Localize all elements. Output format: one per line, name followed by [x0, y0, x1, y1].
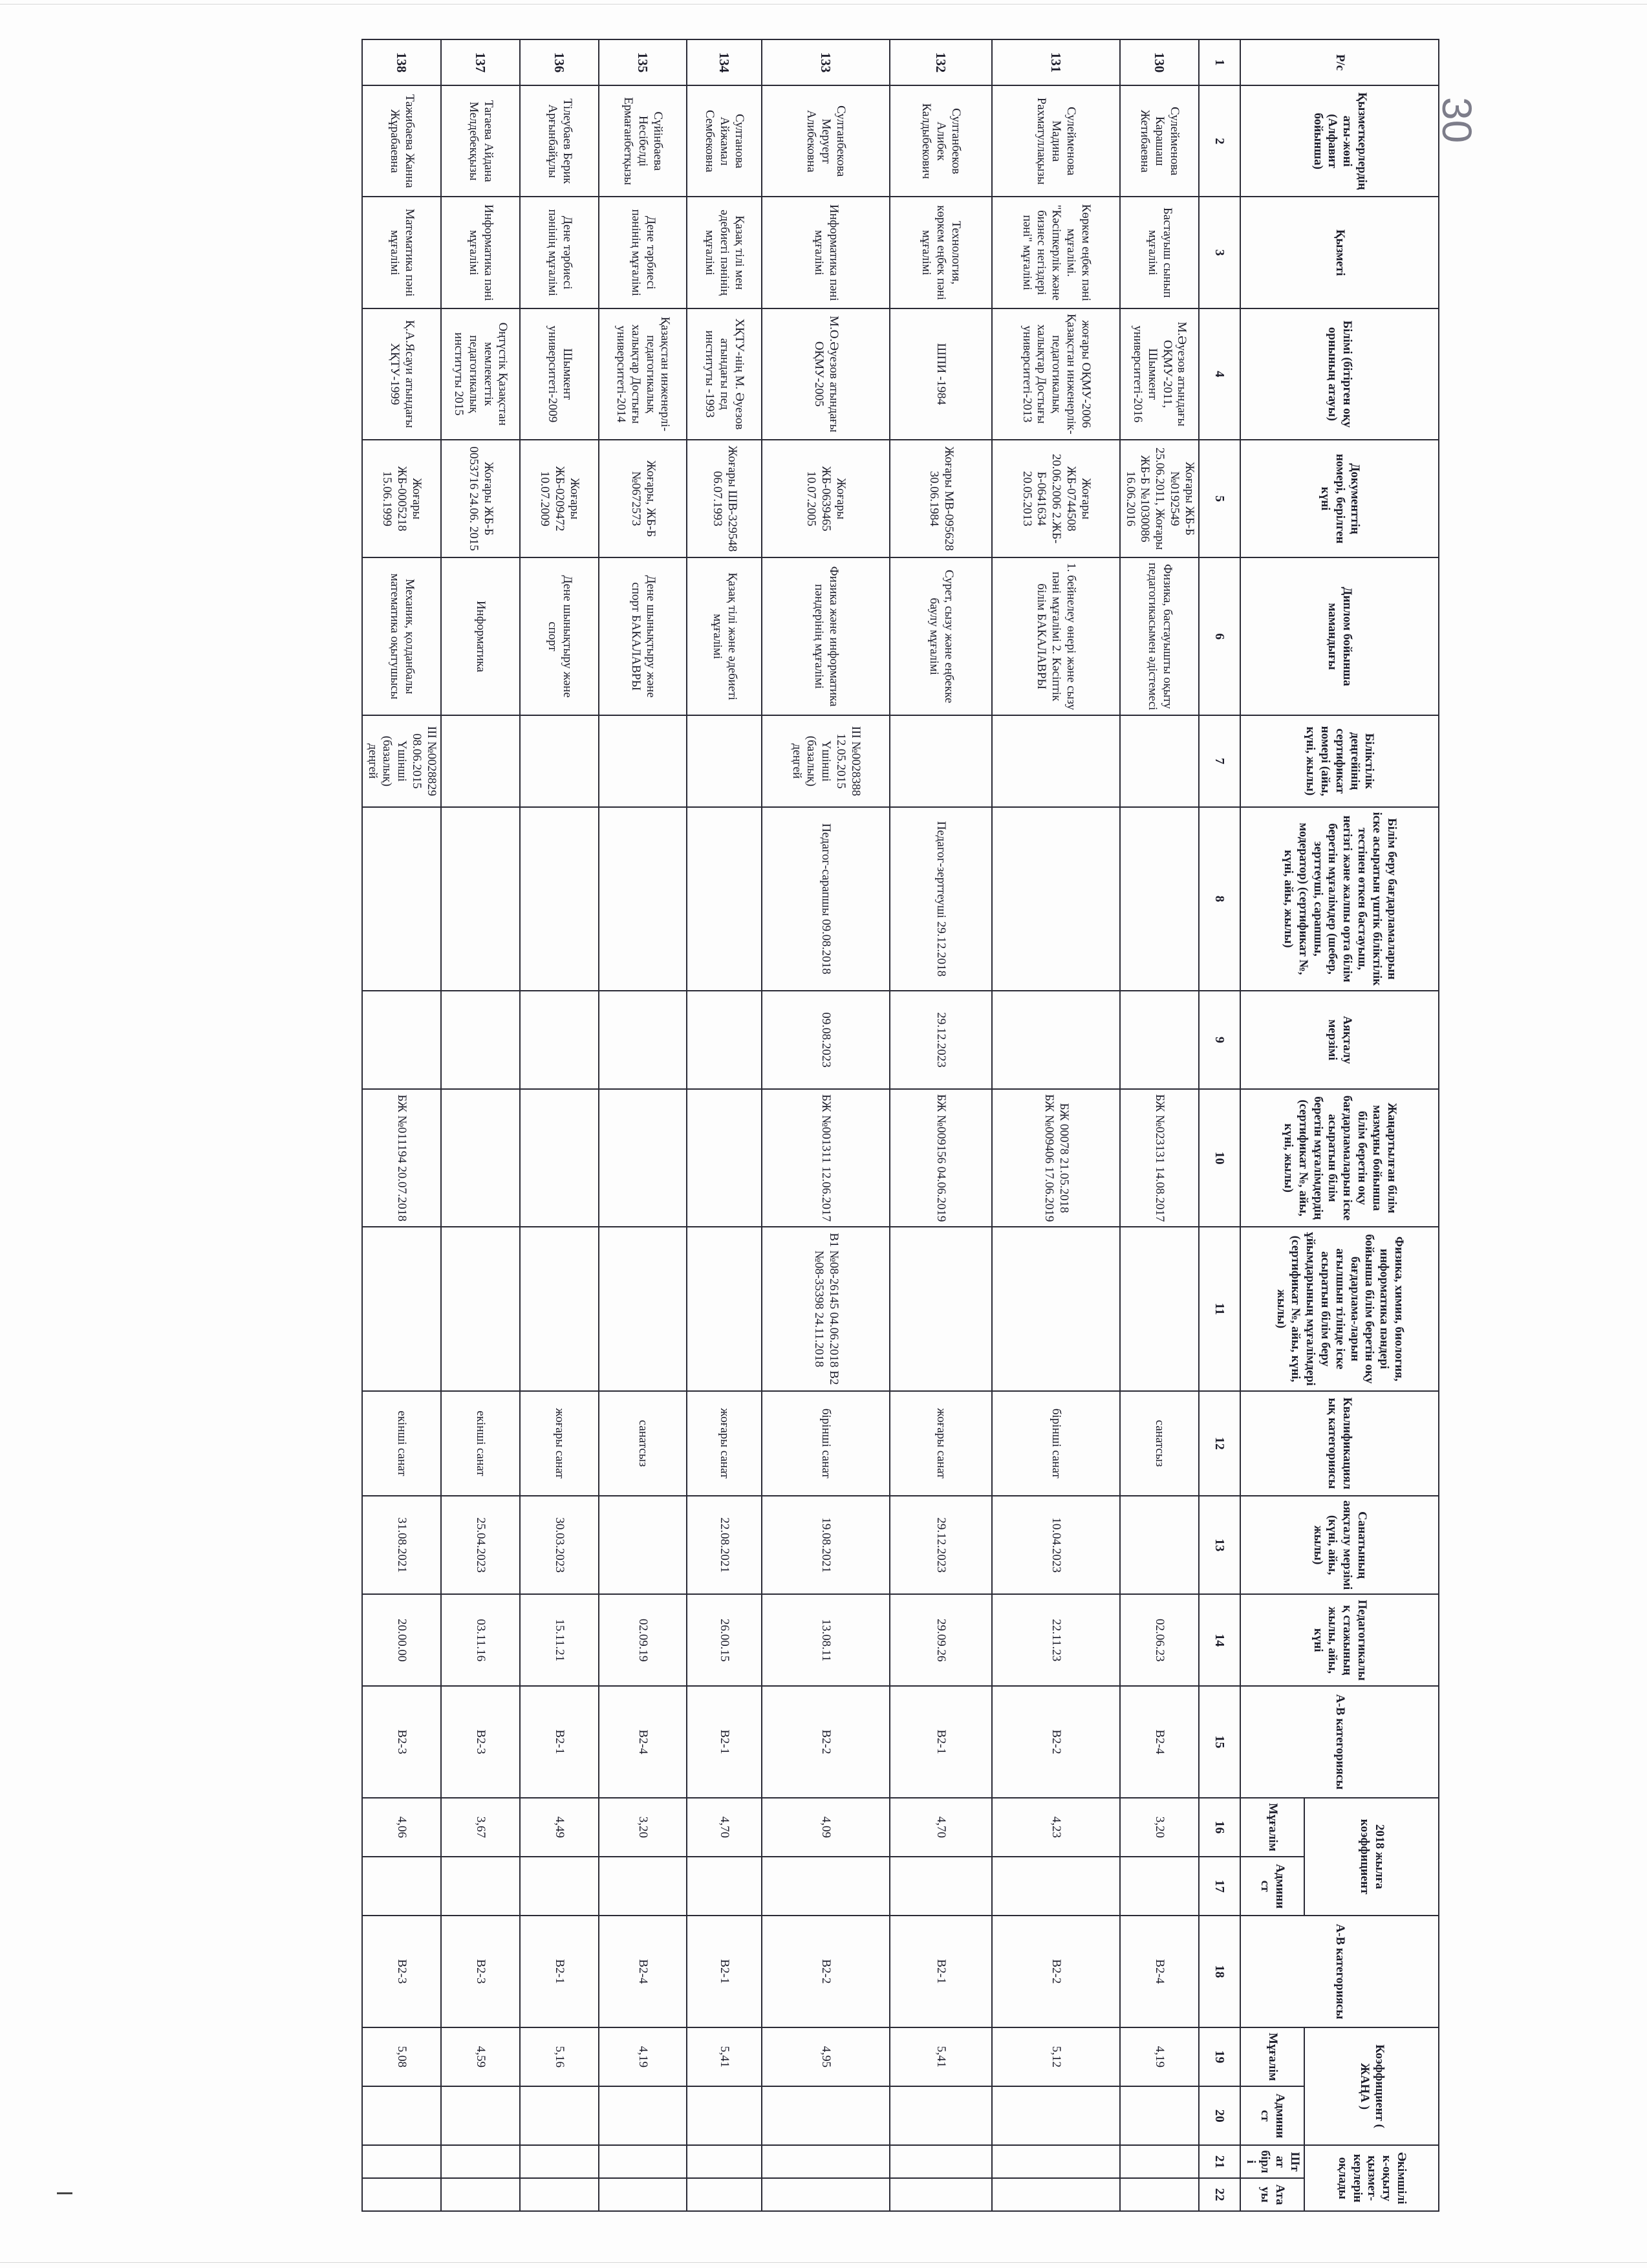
staff-unit	[1120, 2145, 1199, 2178]
position: Бастауыш сынып мұғалімі	[1120, 197, 1199, 308]
coef-new-teacher: 5,41	[890, 2027, 992, 2086]
header-updated-content: Жаңартылған білім мазмұны бойынша білім беретін оқу бағдарламаларын іске асыратын білім беретін мұғалімдердің (сертификат №, айы, күні, жылы)	[1240, 1089, 1439, 1227]
column-number: 15	[1199, 1686, 1240, 1797]
category-ab: В2-3	[441, 1686, 520, 1797]
coef-2018-teacher: 3,20	[1120, 1798, 1199, 1857]
qualification-end: 29.12.2023	[890, 1496, 992, 1594]
qualification-category: бірінші санат	[762, 1391, 890, 1496]
education: жоғары ОҚМУ-2006 Қазақстан инженерлік-педагогикалық халықтар Достығы университеті-2013	[992, 308, 1120, 440]
updated-content-cert: БЖ 00078 21.05.2018 БЖ №009406 17.06.2019	[992, 1089, 1120, 1227]
header-coef-2018-teacher: Мұғалім	[1240, 1798, 1304, 1857]
education: Шымкент университеті-2009	[520, 308, 599, 440]
position: Дене тәрбиесі пәнінің мұғалімі	[599, 197, 687, 308]
coef-2018-admin	[441, 1857, 520, 1916]
coef-2018-admin	[520, 1857, 599, 1916]
employee-name: Сулейменова Карашаш Жетибаевна	[1120, 85, 1199, 197]
position: Дене тәрбиесі пәнінің мұғалімі	[520, 197, 599, 308]
header-trilingual: Білім беру бағдарламаларын іске асыратын үштік біліктілік тестінен өткен бастауыш, негізгі және жалпы орта білім беретін мұғалімдер (шебер, зерттеуші, сарапшы, модератор) (сертификат №, күні, айы, жылы)	[1240, 807, 1439, 991]
qualification-category: жоғары санат	[520, 1391, 599, 1496]
staff-title	[362, 2178, 441, 2211]
row-number: 136	[520, 39, 599, 85]
column-number: 5	[1199, 440, 1240, 558]
coef-2018-teacher: 3,67	[441, 1798, 520, 1857]
updated-content-cert: БЖ №011194 20.07.2018	[362, 1089, 441, 1227]
english-cert	[362, 1227, 441, 1391]
table-row	[1120, 39, 1199, 2211]
cert-level	[599, 715, 687, 807]
cert-level	[992, 715, 1120, 807]
row-number: 130	[1120, 39, 1199, 85]
document-number: Жоғары ЖБ-0005218 15.06.1999	[362, 440, 441, 558]
column-number: 21	[1199, 2145, 1240, 2178]
page-number: 30	[1434, 97, 1480, 144]
updated-content-cert: БЖ №009156 04.06.2019	[890, 1089, 992, 1227]
education: М.Әуезов атындағы ОҚМУ-2011, Шымкент университеті-2016	[1120, 308, 1199, 440]
rotated-table-container	[30, 39, 1439, 2212]
category-ab-2: В2-4	[1120, 1916, 1199, 2027]
english-cert	[520, 1227, 599, 1391]
english-cert	[890, 1227, 992, 1391]
header-qualification: Квалификациялық категориясы	[1240, 1391, 1439, 1496]
coef-2018-teacher: 4,70	[687, 1798, 762, 1857]
staff-unit	[992, 2145, 1120, 2178]
coef-2018-admin	[992, 1857, 1120, 1916]
coef-new-teacher: 4,19	[599, 2027, 687, 2086]
qualification-end: 30.03.2023	[520, 1496, 599, 1594]
column-number: 2	[1199, 85, 1240, 197]
employee-name: Султанбекова Меруерт Алибековна	[762, 85, 890, 197]
row-number: 135	[599, 39, 687, 85]
education: ХҚТУ-нің М. Әуезов атындағы пед институты -1993	[687, 308, 762, 440]
staff-title	[992, 2178, 1120, 2211]
column-number: 22	[1199, 2178, 1240, 2211]
category-ab: В2-1	[890, 1686, 992, 1797]
education: М.О.Әуезов атындағы ОҚМУ-2005	[762, 308, 890, 440]
row-number: 137	[441, 39, 520, 85]
category-ab: В2-3	[362, 1686, 441, 1797]
end-date	[992, 991, 1120, 1089]
header-education: Білімі (бітірген оқу орнының атауы)	[1240, 308, 1439, 440]
document-number: Жоғары МВ-095628 30.06.1984	[890, 440, 992, 558]
scan-edge-top	[0, 4, 1647, 5]
qualification-end	[1120, 1496, 1199, 1594]
row-number: 133	[762, 39, 890, 85]
coef-new-teacher: 5,08	[362, 2027, 441, 2086]
staff-unit	[762, 2145, 890, 2178]
table-row	[441, 39, 520, 2211]
header-coef-new: Коэффициент ( ЖАҢА )	[1304, 2027, 1439, 2146]
qualification-category: санатсыз	[599, 1391, 687, 1496]
position: Қазақ тілі мен әдебиеті пәнінің мұғалімі	[687, 197, 762, 308]
document-number: Жоғары ЖБ-0639465 10.07.2005	[762, 440, 890, 558]
header-stage: Педагогикалық стажының жылы, айы, күні	[1240, 1594, 1439, 1686]
header-name: Қызметкерлердің аты-жөні (Алфавит бойынша)	[1240, 85, 1439, 197]
category-ab-2: В2-1	[687, 1916, 762, 2027]
cert-level	[687, 715, 762, 807]
position: Технология, көркем еңбек пәні мұғалімі	[890, 197, 992, 308]
cert-level	[890, 715, 992, 807]
table-row	[762, 39, 890, 2211]
trilingual-cert	[599, 807, 687, 991]
table-row	[362, 39, 441, 2211]
pedagogical-stage: 15.11.21	[520, 1594, 599, 1686]
qualification-end	[599, 1496, 687, 1594]
category-ab-2: В2-1	[890, 1916, 992, 2027]
header-coef-2018-admin: Админист	[1240, 1857, 1304, 1916]
cert-level	[520, 715, 599, 807]
column-number: 6	[1199, 557, 1240, 715]
row-number: 134	[687, 39, 762, 85]
category-ab-2: В2-3	[362, 1916, 441, 2027]
specialty: Қазақ тілі және әдебиеті мұғалімі	[687, 557, 762, 715]
trilingual-cert	[687, 807, 762, 991]
qualification-category: екінші санат	[441, 1391, 520, 1496]
coef-2018-teacher: 4,09	[762, 1798, 890, 1857]
cert-level: III №0028829 08.06.2015 Үшінші (базалық) деңгей	[362, 715, 441, 807]
coef-new-admin	[599, 2086, 687, 2145]
staff-unit	[362, 2145, 441, 2178]
staff-table	[361, 39, 1439, 2212]
end-date	[1120, 991, 1199, 1089]
staff-unit	[599, 2145, 687, 2178]
column-number: 16	[1199, 1798, 1240, 1857]
qualification-category: жоғары санат	[687, 1391, 762, 1496]
education: Қ.А.Ясауи атындағы ХҚТУ-1999	[362, 308, 441, 440]
staff-title	[890, 2178, 992, 2211]
trilingual-cert	[992, 807, 1120, 991]
english-cert	[599, 1227, 687, 1391]
category-ab-2: В2-1	[520, 1916, 599, 2027]
staff-unit	[890, 2145, 992, 2178]
employee-name: Султанбеков Алибек Калдыбекович	[890, 85, 992, 197]
cert-level: III №0028388 12.05.2015 Үшінші (базалық) деңгей	[762, 715, 890, 807]
coef-new-admin	[520, 2086, 599, 2145]
header-rs: Р/с	[1240, 39, 1439, 85]
specialty: Информатика	[441, 557, 520, 715]
coef-new-admin	[687, 2086, 762, 2145]
staff-unit	[441, 2145, 520, 2178]
staff-title	[441, 2178, 520, 2211]
updated-content-cert	[687, 1089, 762, 1227]
pedagogical-stage: 03.11.16	[441, 1594, 520, 1686]
column-number: 8	[1199, 807, 1240, 991]
employee-name: Султанова Айжамал Сембековна	[687, 85, 762, 197]
document-number: Жоғары ЖБ-0744508 20.06.2006 2.ЖБ-Б-0641634 20.05.2013	[992, 440, 1120, 558]
column-number-row	[1199, 39, 1240, 2211]
header-coef-2018: 2018 жылға коэффициент	[1304, 1798, 1439, 1916]
updated-content-cert	[441, 1089, 520, 1227]
staff-title	[520, 2178, 599, 2211]
staff-title	[599, 2178, 687, 2211]
header-staff-unit: Штат бірлі	[1240, 2145, 1304, 2178]
coef-2018-admin	[1120, 1857, 1199, 1916]
coef-2018-admin	[762, 1857, 890, 1916]
employee-name: Тілеубаев Берик Арғынбайұлы	[520, 85, 599, 197]
education: Оңтүстік Қазақстан мемлекеттік педагогикалық институты 2015	[441, 308, 520, 440]
position: Көркем еңбек пәні мұғалімі. "Кәсіпкерлік және бизнес негіздері пәні" мұғалімі	[992, 197, 1120, 308]
coef-2018-teacher: 4,23	[992, 1798, 1120, 1857]
specialty: Сурет, сызу және еңбекке баулу мұғалімі	[890, 557, 992, 715]
category-ab: В2-1	[687, 1686, 762, 1797]
column-number: 13	[1199, 1496, 1240, 1594]
header-document: Документтің номері, берілген күні	[1240, 440, 1439, 558]
column-number: 12	[1199, 1391, 1240, 1496]
category-ab: В2-4	[1120, 1686, 1199, 1797]
coef-new-teacher: 4,59	[441, 2027, 520, 2086]
coef-2018-teacher: 4,49	[520, 1798, 599, 1857]
pedagogical-stage: 22.11.23	[992, 1594, 1120, 1686]
coef-2018-admin	[890, 1857, 992, 1916]
document-number: Жоғары, ЖБ-Б №0672573	[599, 440, 687, 558]
qualification-end: 22.08.2021	[687, 1496, 762, 1594]
column-number: 9	[1199, 991, 1240, 1089]
coef-2018-teacher: 4,70	[890, 1798, 992, 1857]
column-number: 20	[1199, 2086, 1240, 2145]
specialty: Дене шынықтыру және спорт	[520, 557, 599, 715]
specialty: Дене шынықтыру және спорт БАКАЛАВРЫ	[599, 557, 687, 715]
specialty: 1. бейнелеу өнері және сызу пәні мұғалімі 2. Кәсіптік білім БАКАЛАВРЫ	[992, 557, 1120, 715]
staff-title	[687, 2178, 762, 2211]
header-english: Физика, химия, биология, информатика пәндері бойынша білім беретін оқу бағдарлама-ларын ағылшын тілінде іске асыратын білім беру ұйымдарының мұғалімдері (сертификат №, айы, күні, жылы)	[1240, 1227, 1439, 1391]
end-date	[520, 991, 599, 1089]
category-ab: В2-2	[992, 1686, 1120, 1797]
employee-name: Сүйінбаева Несібелді Ермағанбетқызы	[599, 85, 687, 197]
end-date	[687, 991, 762, 1089]
english-cert: В1 №08-26145 04.06.2018 В2 №08-35398 24.11.2018	[762, 1227, 890, 1391]
staff-unit	[687, 2145, 762, 2178]
coef-new-admin	[441, 2086, 520, 2145]
end-date	[599, 991, 687, 1089]
trilingual-cert	[520, 807, 599, 991]
end-date	[362, 991, 441, 1089]
header-specialty: Диплом бойынша мамандығы	[1240, 557, 1439, 715]
scan-edge-bottom	[0, 2262, 1647, 2263]
column-number: 3	[1199, 197, 1240, 308]
qualification-end: 31.08.2021	[362, 1496, 441, 1594]
coef-new-admin	[890, 2086, 992, 2145]
category-ab: В2-4	[599, 1686, 687, 1797]
column-number: 18	[1199, 1916, 1240, 2027]
category-ab-2: В2-3	[441, 1916, 520, 2027]
coef-new-teacher: 4,95	[762, 2027, 890, 2086]
specialty: Физика, бастауышты оқыту педагогикасымен әдістемесі	[1120, 557, 1199, 715]
coef-2018-teacher: 3,20	[599, 1798, 687, 1857]
qualification-category: бірінші санат	[992, 1391, 1120, 1496]
pedagogical-stage: 29.09.26	[890, 1594, 992, 1686]
header-end-date: Аяқталу мерзімі	[1240, 991, 1439, 1089]
employee-name: Тажибаева Жанна Жұрабаевна	[362, 85, 441, 197]
row-number: 138	[362, 39, 441, 85]
employee-name: Тагаева Айдана Мелдебекқызы	[441, 85, 520, 197]
column-number: 14	[1199, 1594, 1240, 1686]
column-number: 19	[1199, 2027, 1240, 2086]
english-cert	[992, 1227, 1120, 1391]
trilingual-cert	[441, 807, 520, 991]
pedagogical-stage: 02.09.19	[599, 1594, 687, 1686]
document-number: Жоғары ЖБ-Б №0192549 25.06.2011, Жоғары ЖБ-Б №1030086 16.06.2016	[1120, 440, 1199, 558]
pedagogical-stage: 13.08.11	[762, 1594, 890, 1686]
english-cert	[1120, 1227, 1199, 1391]
column-number: 10	[1199, 1089, 1240, 1227]
updated-content-cert: БЖ №001311 12.06.2017	[762, 1089, 890, 1227]
table-row	[599, 39, 687, 2211]
category-ab-2: В2-2	[992, 1916, 1120, 2027]
header-staff-title: Атауы	[1240, 2178, 1304, 2211]
row-number: 131	[992, 39, 1120, 85]
document-number: Жоғары ШВ-329548 06.07.1993	[687, 440, 762, 558]
specialty: Физика және информатика пәндерінің мұғалімі	[762, 557, 890, 715]
coef-new-teacher: 4,19	[1120, 2027, 1199, 2086]
english-cert	[687, 1227, 762, 1391]
updated-content-cert	[520, 1089, 599, 1227]
header-coef-new-admin: Админист	[1240, 2086, 1304, 2145]
document-number: Жоғары ЖБ-Б 0053716 24.06. 2015	[441, 440, 520, 558]
qualification-category: жоғары санат	[890, 1391, 992, 1496]
column-number: 17	[1199, 1857, 1240, 1916]
column-number: 1	[1199, 39, 1240, 85]
cert-level	[441, 715, 520, 807]
coef-new-admin	[762, 2086, 890, 2145]
pedagogical-stage: 20.00.00	[362, 1594, 441, 1686]
position: Информатика пәні мұғалімі	[441, 197, 520, 308]
updated-content-cert: БЖ №023131 14.08.2017	[1120, 1089, 1199, 1227]
coef-new-admin	[362, 2086, 441, 2145]
header-position: Қызметі	[1240, 197, 1439, 308]
end-date	[441, 991, 520, 1089]
coef-2018-teacher: 4,06	[362, 1798, 441, 1857]
column-number: 11	[1199, 1227, 1240, 1391]
coef-new-teacher: 5,12	[992, 2027, 1120, 2086]
english-cert	[441, 1227, 520, 1391]
table-row	[890, 39, 992, 2211]
specialty: Механик, қолданбалы математика оқытушысы	[362, 557, 441, 715]
qualification-end: 10.04.2023	[992, 1496, 1120, 1594]
staff-unit	[520, 2145, 599, 2178]
qualification-category: екінші санат	[362, 1391, 441, 1496]
position: Математика пәні мұғалімі	[362, 197, 441, 308]
coef-new-admin	[992, 2086, 1120, 2145]
position: Информатика пәні мұғалімі	[762, 197, 890, 308]
trilingual-cert: Педагог-зерттеуші 29.12.2018	[890, 807, 992, 991]
row-number: 132	[890, 39, 992, 85]
trilingual-cert	[1120, 807, 1199, 991]
table-row	[687, 39, 762, 2211]
column-number: 4	[1199, 308, 1240, 440]
coef-2018-admin	[599, 1857, 687, 1916]
header-coef-new-teacher: Мұғалім	[1240, 2027, 1304, 2086]
category-ab-2: В2-2	[762, 1916, 890, 2027]
trilingual-cert	[362, 807, 441, 991]
coef-new-teacher: 5,16	[520, 2027, 599, 2086]
coef-2018-admin	[362, 1857, 441, 1916]
staff-title	[1120, 2178, 1199, 2211]
updated-content-cert	[599, 1089, 687, 1227]
coef-2018-admin	[687, 1857, 762, 1916]
table-row	[520, 39, 599, 2211]
coef-new-teacher: 5,41	[687, 2027, 762, 2086]
employee-name: Сулейменова Мадина Рахматуллақызы	[992, 85, 1120, 197]
qualification-end: 25.04.2023	[441, 1496, 520, 1594]
category-ab: В2-1	[520, 1686, 599, 1797]
coef-new-admin	[1120, 2086, 1199, 2145]
table-body	[362, 39, 1199, 2211]
education: ШПИ -1984	[890, 308, 992, 440]
header-qual-end: Санатының аяқталу мерзімі (күні, айы, жылы)	[1240, 1496, 1439, 1594]
header-category-ab-2: А-В категориясы	[1240, 1916, 1439, 2027]
qualification-end: 19.08.2021	[762, 1496, 890, 1594]
header-row	[1304, 39, 1439, 2211]
cert-level	[1120, 715, 1199, 807]
education: Қазақстан инженерлі-педагогикалық халықтар Достығы университеті-2014	[599, 308, 687, 440]
header-cert-level: Біліктілік деңгейінің сертификат номері (айы, күні, жылы)	[1240, 715, 1439, 807]
column-number: 7	[1199, 715, 1240, 807]
category-ab: В2-2	[762, 1686, 890, 1797]
trilingual-cert: Педагог-сарапшы 09.08.2018	[762, 807, 890, 991]
category-ab-2: В2-4	[599, 1916, 687, 2027]
pedagogical-stage: 26.00.15	[687, 1594, 762, 1686]
header-admin-staff: Әкімшілік-оқыту қызмет-керлерін оқлады	[1304, 2145, 1439, 2211]
end-date: 29.12.2023	[890, 991, 992, 1089]
qualification-category: санатсыз	[1120, 1391, 1199, 1496]
header-category-ab: А-В категориясы	[1240, 1686, 1439, 1797]
table-row	[992, 39, 1120, 2211]
staff-title	[762, 2178, 890, 2211]
document-number: Жоғары ЖБ-0209472 10.07.2009	[520, 440, 599, 558]
end-date: 09.08.2023	[762, 991, 890, 1089]
pedagogical-stage: 02.06.23	[1120, 1594, 1199, 1686]
